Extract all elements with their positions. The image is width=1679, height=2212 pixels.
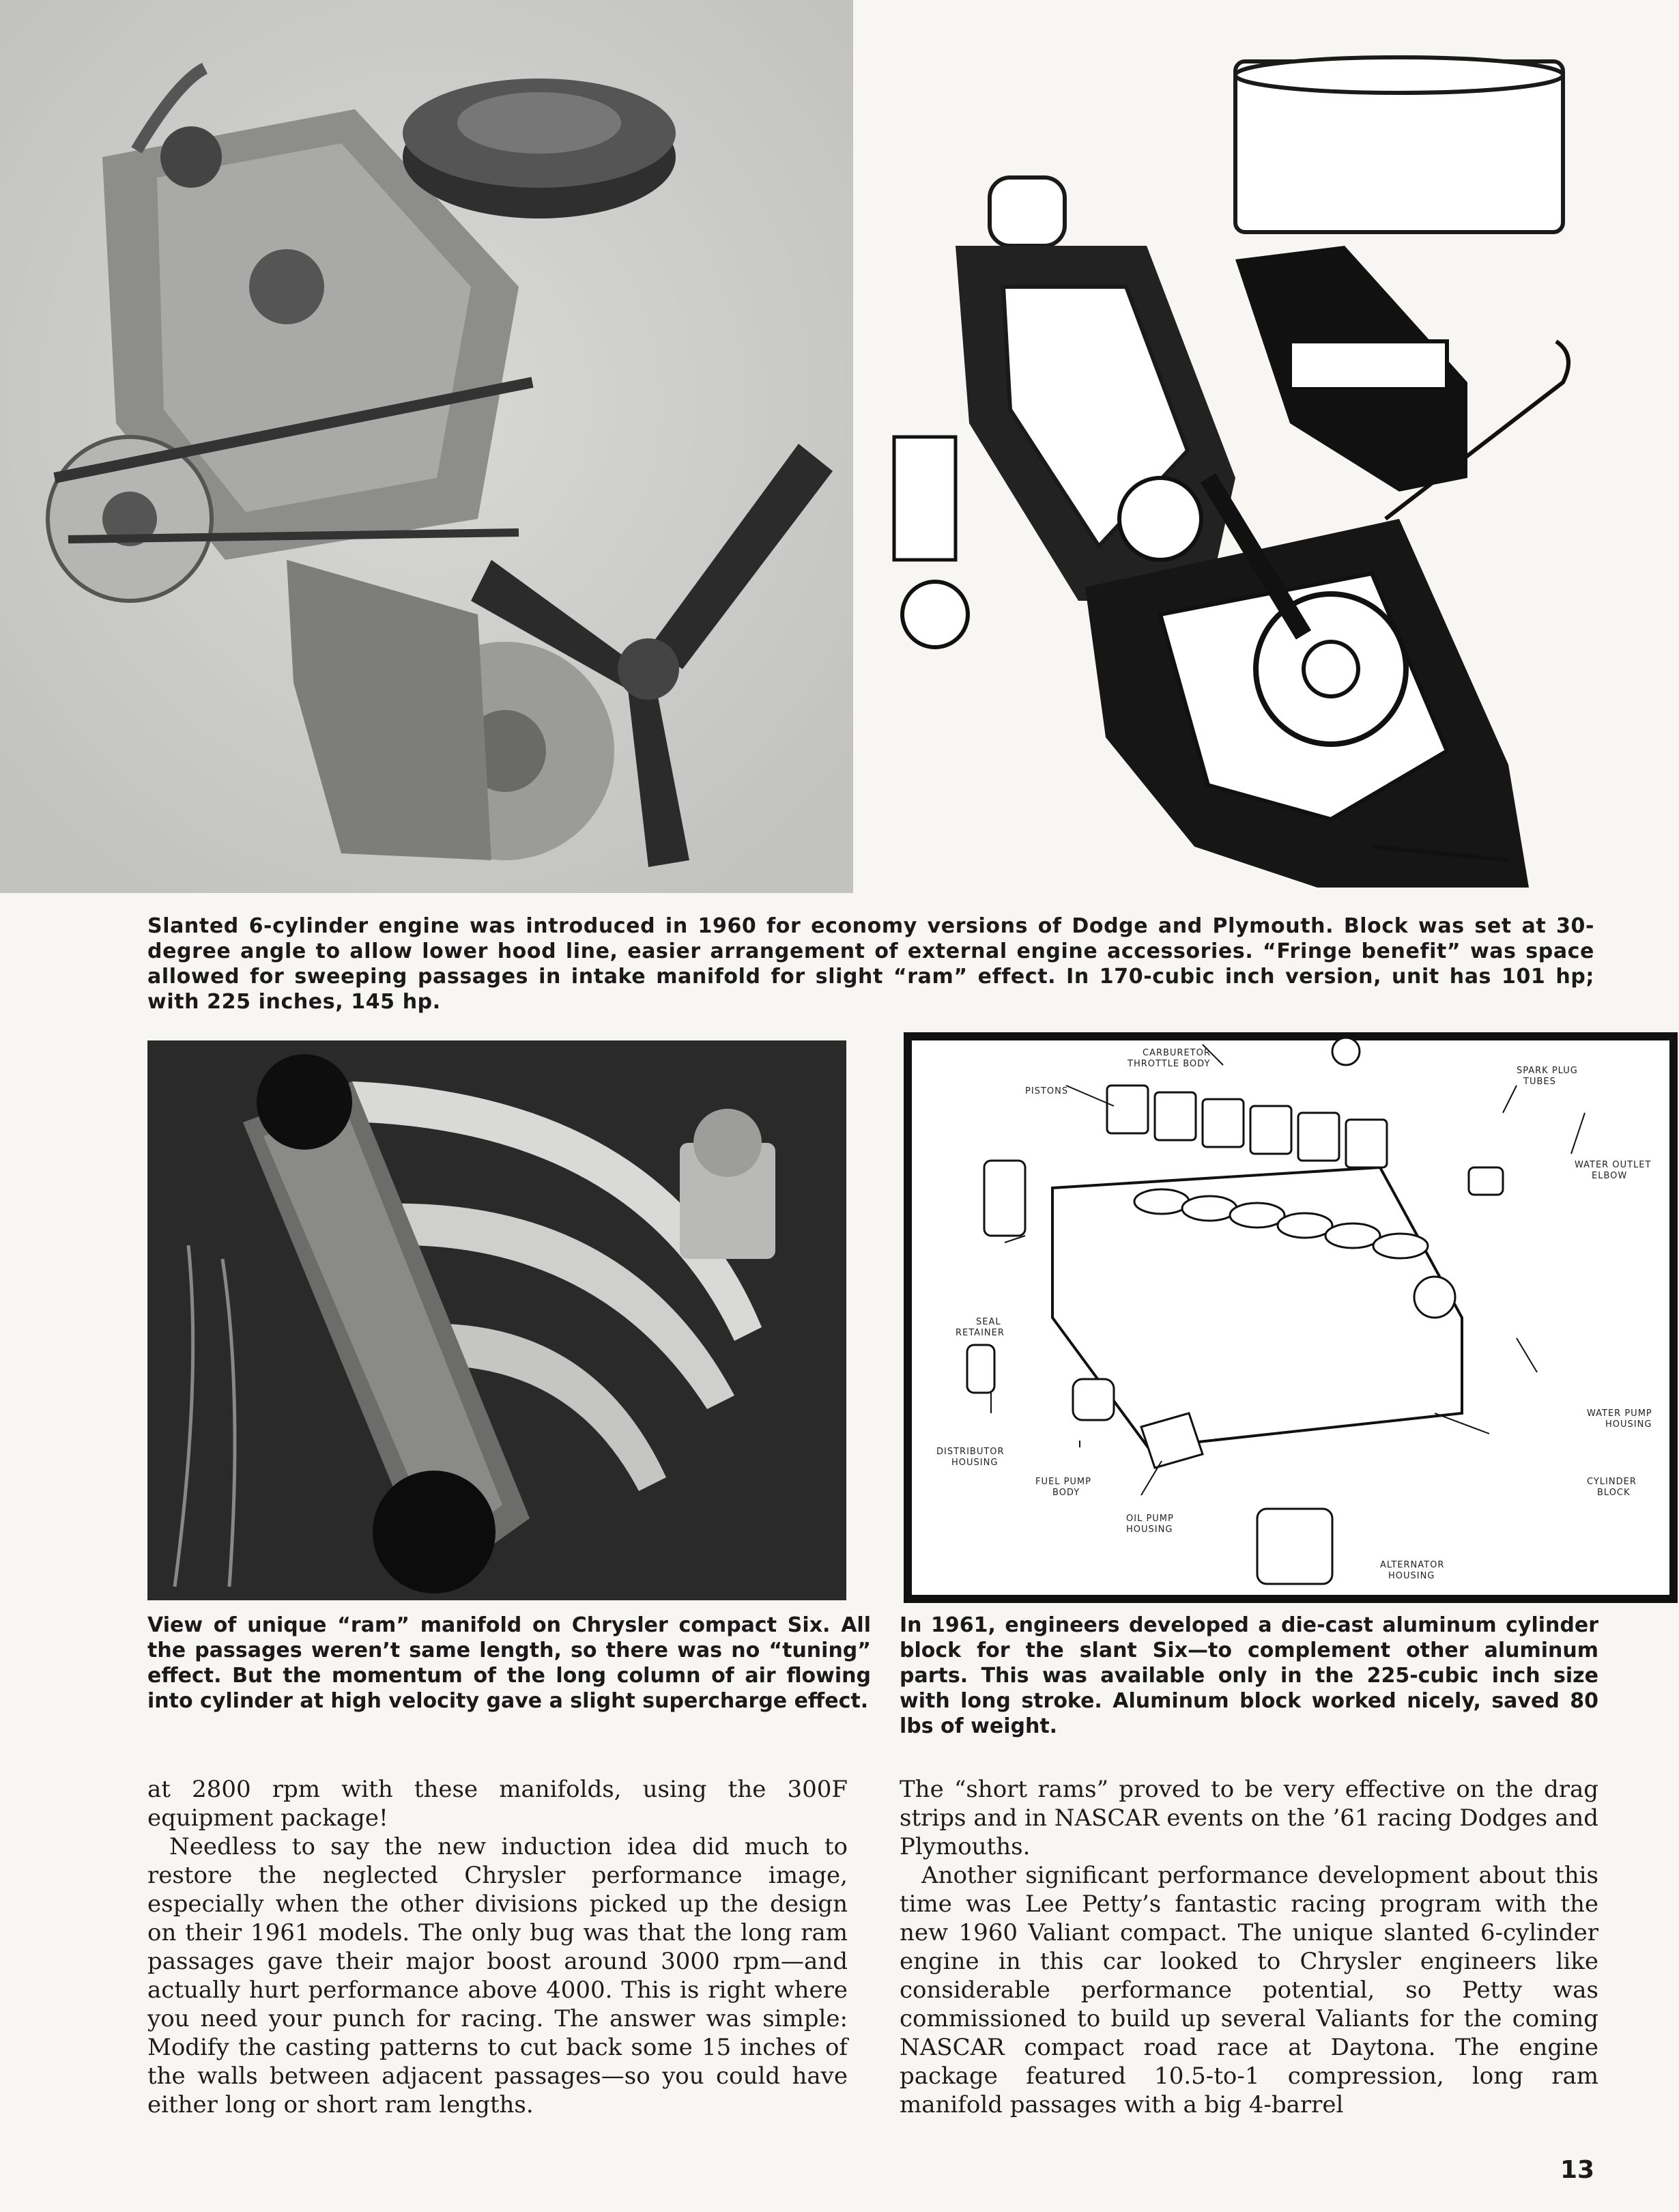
diagram-label-water-pump-2: HOUSING xyxy=(1605,1419,1652,1430)
ram-manifold-photo xyxy=(147,1040,846,1600)
diagram-label-fuel-pump-2: BODY xyxy=(1052,1488,1080,1498)
engine-photo xyxy=(0,0,853,893)
manifold-caption: View of unique “ram” manifold on Chrysler compact Six. All the passages weren’t same length, so there was no “tuning” effect. But the momentum of the long column of air flowing into cylinder at high velocity gave a slight supercharge effect. xyxy=(147,1613,871,1713)
diagram-label-distributor-1: DISTRIBUTOR xyxy=(936,1447,1005,1457)
diagram-label-fuel-pump-1: FUEL PUMP xyxy=(1035,1477,1091,1487)
diagram-label-water-outlet-1: WATER OUTLET xyxy=(1575,1160,1652,1170)
body-column-right xyxy=(900,1775,1598,2119)
body-paragraph: Needless to say the new induction idea did much to restore the neglected Chrysler performance image, especially when the other divisions picked up the design on their 1961 models. The only bug was that the long ram passages gave their major boost around 3000 rpm—and actually hurt performance above 4000. This is right where you need your punch for racing. The answer was simple: Modify the casting patterns to cut back some 15 inches of the walls between adjacent passages—so you could have either long or short ram lengths. xyxy=(147,1833,848,2118)
diagram-label-seal-2: RETAINER xyxy=(956,1328,1005,1338)
diagram-label-oil-pump-2: HOUSING xyxy=(1126,1525,1173,1535)
diagram-label-water-pump-1: WATER PUMP xyxy=(1587,1408,1652,1419)
diagram-label-spark-plug-2: TUBES xyxy=(1523,1077,1556,1087)
diagram-label-carburetor-2: THROTTLE BODY xyxy=(1128,1059,1211,1069)
diagram-label-spark-plug-1: SPARK PLUG xyxy=(1517,1066,1578,1076)
diagram-label-alternator-2: HOUSING xyxy=(1388,1571,1435,1581)
diagram-label-alternator-1: ALTERNATOR xyxy=(1380,1560,1445,1570)
diagram-label-cylinder-block-2: BLOCK xyxy=(1597,1488,1631,1498)
exploded-diagram xyxy=(902,1031,1679,1604)
top-caption: Slanted 6-cylinder engine was introduced in 1960 for economy versions of Dodge and Plymouth. Block was set at 30-degree angle to allow lower hood line, easier arrangement of external engine accessories. “Fringe benefit” was space allowed for sweeping passages in intake manifold for slight “ram” effect. In 170-cubic inch version, unit has 101 hp; with 225 inches, 145 hp. xyxy=(147,914,1594,1014)
diagram-label-cylinder-block-1: CYLINDER xyxy=(1587,1477,1637,1487)
diagram-label-oil-pump-1: OIL PUMP xyxy=(1126,1514,1174,1524)
diagram-label-pistons: PISTONS xyxy=(1025,1086,1069,1096)
diagram-label-distributor-2: HOUSING xyxy=(951,1458,999,1468)
diagram-label-seal-1: SEAL xyxy=(976,1317,1001,1327)
diagram-label-carburetor-1: CARBURETOR xyxy=(1143,1048,1211,1058)
aluminum-block-caption: In 1961, engineers developed a die-cast aluminum cylinder block for the slant Six—to complement other aluminum parts. This was available only in the 225-cubic inch size with long stroke. Aluminum block worked nicely, saved 80 lbs of weight. xyxy=(900,1613,1598,1738)
body-paragraph: The “short rams” proved to be very effective on the drag strips and in NASCAR events on the ’61 racing Dodges and Plymouths. xyxy=(900,1776,1598,1860)
body-paragraph: Another significant performance development about this time was Lee Petty’s fantastic racing program with the new 1960 Valiant compact. The unique slanted 6-cylinder engine in this car looked to Chrysler engineers like considerable performance potential, so Petty was commissioned to build up several Valiants for the coming NASCAR compact road race at Daytona. The engine package featured 10.5-to-1 compression, long ram manifold passages with a big 4-barrel xyxy=(900,1862,1598,2118)
diagram-label-water-outlet-2: ELBOW xyxy=(1592,1171,1628,1181)
cutaway-diagram xyxy=(853,0,1679,893)
body-column-left xyxy=(147,1775,848,2119)
body-paragraph: at 2800 rpm with these manifolds, using the 300F equipment package! xyxy=(147,1776,848,1832)
page-number: 13 xyxy=(1560,2156,1595,2184)
